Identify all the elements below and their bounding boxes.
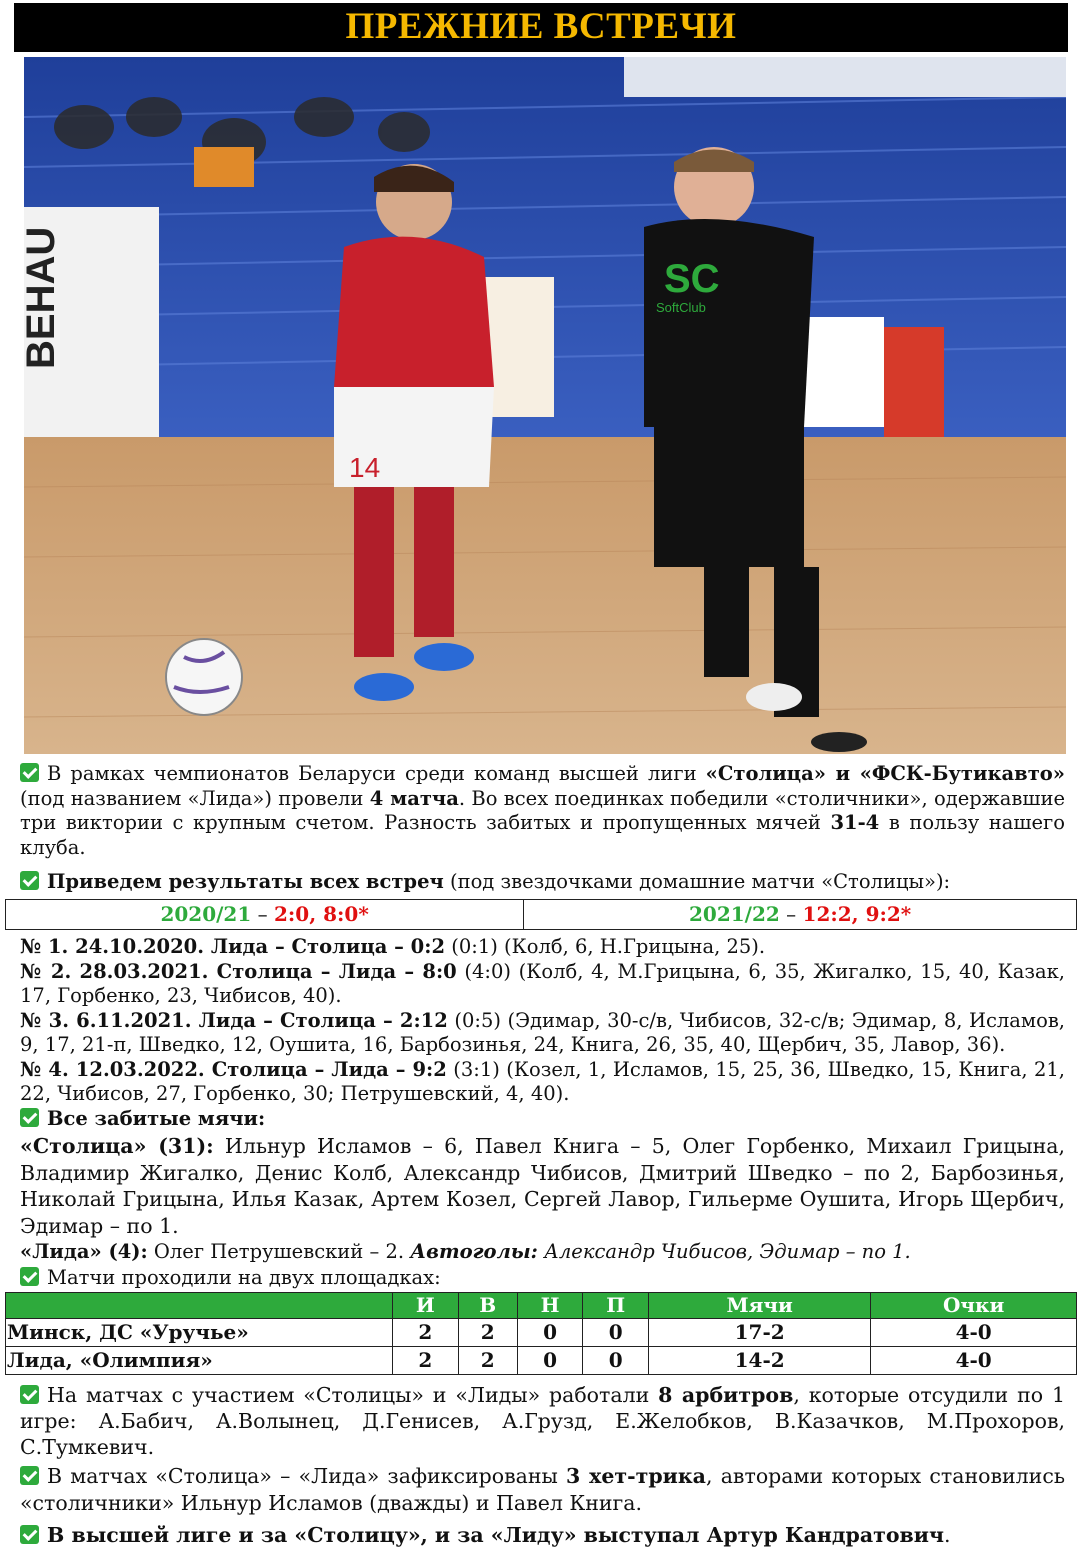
check-icon	[20, 1466, 39, 1485]
table-row: Лида, «Олимпия» 2 2 0 0 14-2 4-0	[6, 1347, 1077, 1375]
title-banner	[14, 3, 1068, 52]
table-row: Минск, ДС «Уручье» 2 2 0 0 17-2 4-0	[6, 1319, 1077, 1347]
venues-header: В	[458, 1293, 517, 1319]
intro-text-3: . Во всех поединках победили «столичники», одержавшие три виктории с крупным счетом. Разность забитых и пропущенных мячей	[20, 786, 1065, 834]
venues-header: Н	[517, 1293, 583, 1319]
venues-intro	[20, 1266, 1065, 1291]
match-item: № 4. 12.03.2022. Столица – Лида – 9:2 (3:1) (Козел, 1, Исламов, 15, 25, 36, Шведко, 15, Книга, 21, 22, Чибисов, 27, Горбенко, 30; Петрушевский, 4, 40).	[20, 1057, 1065, 1105]
referees-paragraph: На матчах с участием «Столицы» и «Лиды» работали 8 арбитров, которые отсудили по 1 игре: А.Бабич, А.Волынец, Д.Генисев, А.Грузд, Е.Желобков, В.Казачков, М.Прохоров, С.Тумкевич.	[20, 1383, 1065, 1459]
season-cell: 2021/22 – 12:2, 9:2*	[524, 900, 1077, 930]
results-intro	[20, 870, 1065, 895]
venues-table	[5, 1292, 1077, 1375]
match-item: № 2. 28.03.2021. Столица – Лида – 8:0 (4:0) (Колб, 4, М.Грицына, 6, 35, Жигалко, 15, 40, Казак, 17, Горбенко, 23, Чибисов, 40).	[20, 959, 1065, 1007]
match-item: № 1. 24.10.2020. Лида – Столица – 0:2 (0:1) (Колб, 6, Н.Грицына, 25).	[20, 935, 766, 958]
page-title: ПРЕЖНИЕ ВСТРЕЧИ	[345, 6, 737, 48]
intro-matches: 4 матча	[369, 786, 459, 810]
green-logo: SC	[664, 257, 720, 301]
venues-header: И	[393, 1293, 459, 1319]
venues-intro-text: Матчи проходили на двух площадках:	[47, 1266, 441, 1289]
match-list	[20, 935, 1065, 1107]
venues-header: П	[583, 1293, 649, 1319]
goals-heading-text: Все забитые мячи:	[47, 1107, 266, 1130]
goals-stolitsa: «Столица» (31): Ильнур Исламов – 6, Павел Книга – 5, Олег Горбенко, Михаил Грицына, Владимир Жигалко, Денис Колб, Александр Чибисов, Дмитрий Шведко – по 2, Барбозинья, Николай Грицына, Илья Казак, Артем Козел, Сергей Лавор, Гильерме Оушита, Игорь Щербич, Эдимар – по 1.	[20, 1134, 1065, 1238]
check-icon	[20, 1108, 39, 1127]
intro-teams: «Столица» и «ФСК-Бутикавто»	[705, 762, 1065, 785]
jersey-number: 14	[349, 452, 381, 483]
goals-heading	[20, 1107, 1065, 1132]
season-summary-table	[5, 899, 1077, 930]
venues-header: Мячи	[648, 1293, 870, 1319]
banner-text: BEHAU	[19, 226, 63, 369]
footer-note: В высшей лиге и за «Столицу», и за «Лиду» выступал Артур Кандратович.	[20, 1523, 1065, 1548]
futsal-photo-illustration	[19, 57, 1066, 754]
hattricks-paragraph: В матчах «Столица» – «Лида» зафиксированы 3 хет-трика, авторами которых становились «столичники» Ильнур Исламов (дважды) и Павел Книга.	[20, 1464, 1065, 1515]
venues-header	[6, 1293, 393, 1319]
ball	[166, 639, 242, 715]
season-cell: 2020/21 – 2:0, 8:0*	[6, 900, 524, 930]
results-intro-bold: Приведем результаты всех встреч	[47, 870, 444, 893]
check-icon	[20, 871, 39, 890]
goals-lida: «Лида» (4): Олег Петрушевский – 2. Автоголы: Александр Чибисов, Эдимар – по 1.	[20, 1240, 911, 1263]
check-icon	[20, 1525, 39, 1544]
venues-header: Очки	[871, 1293, 1077, 1319]
intro-text-4: в пользу нашего клуба.	[20, 811, 1065, 859]
intro-text-2: (под названием «Лида») провели	[20, 786, 370, 810]
match-item: № 3. 6.11.2021. Лида – Столица – 2:12 (0:5) (Эдимар, 30-с/в, Чибисов, 32-с/в; Эдимар, 8, Исламов, 9, 17, 21-п, Шведко, 12, Оушита, 16, Барбозинья, 24, Книга, 26, 35, 40, Щербич, 35, Лавор, 36).	[20, 1008, 1065, 1056]
intro-paragraph	[20, 762, 1065, 860]
check-icon	[20, 1267, 39, 1286]
green-logo-sub: SoftClub	[656, 300, 706, 315]
check-icon	[20, 1385, 39, 1404]
intro-goal-diff: 31-4	[830, 811, 880, 834]
check-icon	[20, 763, 39, 782]
intro-text-1: В рамках чемпионатов Беларуси среди команд высшей лиги	[47, 762, 706, 785]
results-intro-rest: (под звездочками домашние матчи «Столицы»):	[443, 870, 951, 893]
match-photo	[19, 57, 1066, 754]
